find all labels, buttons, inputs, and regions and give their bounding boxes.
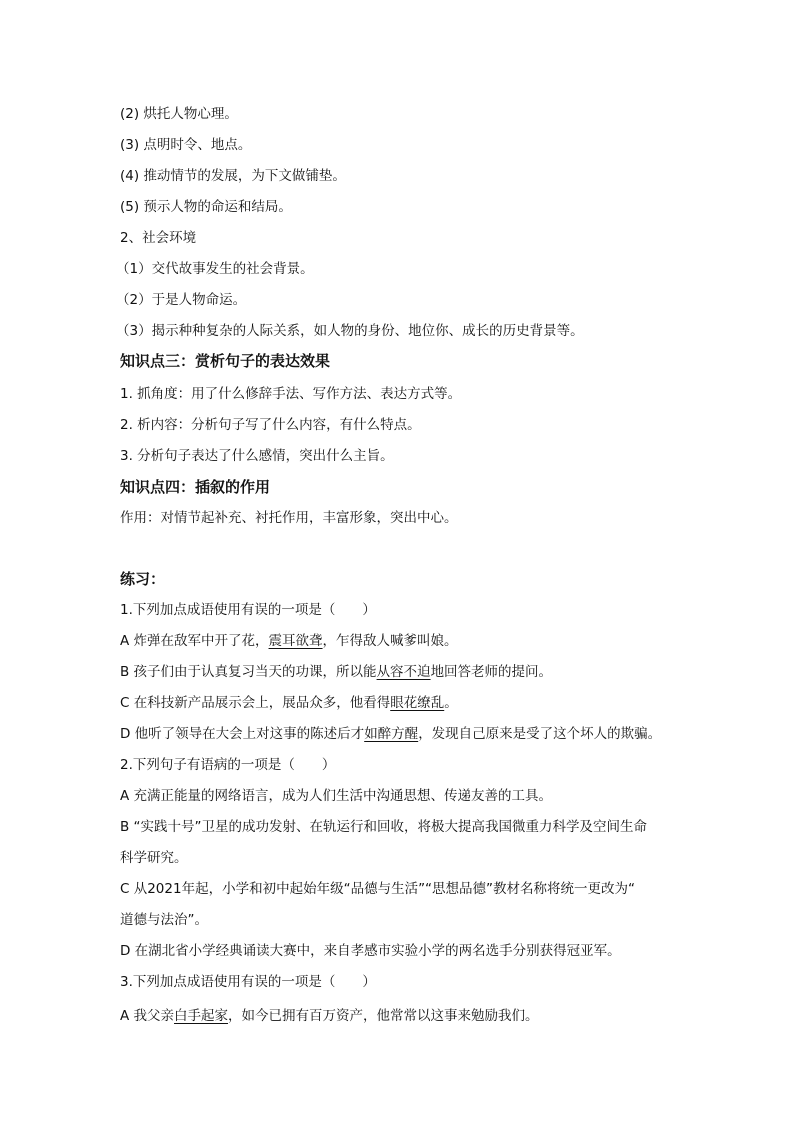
q3-option-a [120,1006,539,1026]
social-environment-heading: 2、社会环境 [120,230,197,246]
option-text: A 炸弹在敌军中开了花， [120,633,269,649]
underlined-idiom: 眼花缭乱 [390,695,445,711]
option-text: A 我父亲 [120,1008,175,1024]
environment-item-3: (3) 点明时令、地点。 [120,137,252,153]
point4-heading: 知识点四：插叙的作用 [120,478,271,496]
q2-option-c-line2: 道德与法治”。 [120,912,208,928]
q1-option-d [120,724,661,744]
point3-heading: 知识点三：赏析句子的表达效果 [120,352,331,370]
q3-stem: 3.下列加点成语使用有误的一项是（ ） [120,974,376,990]
underlined-idiom: 震耳欲聋 [268,633,323,649]
option-text: 。 [444,695,458,711]
q1-option-c [120,693,458,713]
q1-option-a [120,631,458,651]
environment-item-4: (4) 推动情节的发展，为下文做铺垫。 [120,168,346,184]
exercise-heading: 练习： [120,570,166,588]
underlined-idiom: 从容不迫 [376,664,431,680]
underlined-idiom: 如醉方醒 [364,726,419,742]
underlined-idiom: 白手起家 [174,1008,229,1024]
q2-option-d: D 在湖北省小学经典诵读大赛中，来自孝感市实验小学的两名选手分别获得冠亚军。 [120,943,621,959]
point3-item-1: 1. 抓角度：用了什么修辞手法、写作方法、表达方式等。 [120,386,462,402]
q1-option-b [120,662,552,682]
option-text: ，如今已拥有百万资产，他常常以这事来勉励我们。 [228,1008,539,1024]
option-text: ，乍得敌人喊爹叫娘。 [322,633,458,649]
option-text: B 孩子们由于认真复习当天的功课，所以能 [120,664,377,680]
option-text: C 在科技新产品展示会上，展品众多，他看得 [120,695,391,711]
option-text: D 他听了领导在大会上对这事的陈述后才 [120,726,365,742]
q2-option-b-line2: 科学研究。 [120,850,188,866]
environment-item-2: (2) 烘托人物心理。 [120,106,238,122]
point3-item-3: 3. 分析句子表达了什么感情，突出什么主旨。 [120,448,394,464]
q2-option-c-line1: C 从2021年起，小学和初中起始年级“品德与生活”“思想品德”教材名称将统一更改为“ [120,881,636,897]
point3-item-2: 2. 析内容：分析句子写了什么内容，有什么特点。 [120,417,421,433]
q1-stem: 1.下列加点成语使用有误的一项是（ ） [120,602,376,618]
q2-option-b-line1: B “实践十号”卫星的成功发射、在轨运行和回收，将极大提高我国微重力科学及空间生命 [120,819,648,835]
point4-text: 作用：对情节起补充、衬托作用，丰富形象，突出中心。 [120,510,458,526]
social-item-2: （2）于是人物命运。 [116,292,247,308]
q2-option-a: A 充满正能量的网络语言，成为人们生活中沟通思想、传递友善的工具。 [120,788,553,804]
environment-item-5: (5) 预示人物的命运和结局。 [120,199,292,215]
social-item-3: （3）揭示种种复杂的人际关系，如人物的身份、地位你、成长的历史背景等。 [116,323,584,339]
option-text: ，发现自己原来是受了这个坏人的欺骗。 [418,726,662,742]
option-text: 地回答老师的提问。 [430,664,553,680]
social-item-1: （1）交代故事发生的社会背景。 [116,261,314,277]
q2-stem: 2.下列句子有语病的一项是（ ） [120,757,336,773]
